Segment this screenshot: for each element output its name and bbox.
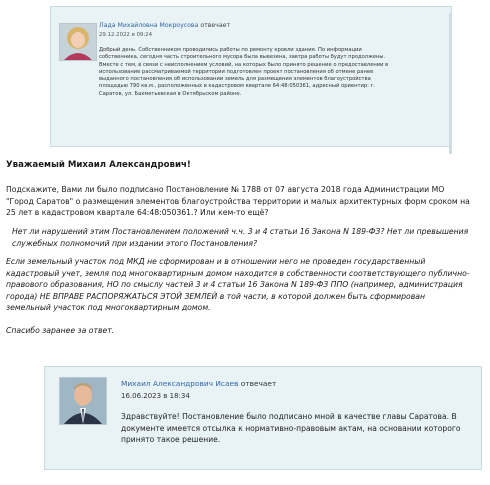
comment-text: Добрый день. Собственником проводились работы по ремонту кровли здания. По информации собственника, сегодня часть строительного мусора была вывезена, завтра работы будут продолжены. Вместе с тем, в связи с неисполнением условий, на которых было принято решение о предоставлении в использование рассматриваемой территории подготовлен проект постановления об отмене ранее выданного постановления об использовании земель для размещения элементов благоустройства площадью 790 кв.м., расположенных в кадастровом квартале 64:48:050361, адресный ориентир: г. Саратов, ул. Бахметьевская в Октябрьском районе. xyxy=(99,47,389,97)
comment-author-line xyxy=(99,22,230,29)
author-link[interactable]: Лада Михайловна Мокроусова xyxy=(99,22,199,29)
quoted-comment-card xyxy=(50,6,452,147)
author-avatar-man xyxy=(59,377,107,425)
card-scroll-rail xyxy=(449,13,452,154)
author-avatar-woman xyxy=(59,23,97,61)
question-paragraph-2: Нет ли нарушений этим Постановлением положений ч.ч. 3 и 4 статьи 16 Закона N 189-ФЗ? Нет ли превышения служебных полномочий при издании этого Постановления? xyxy=(12,227,469,248)
comment-date: 29.12.2022 в 09:24 xyxy=(99,32,153,38)
question-paragraph-1: Подскажите, Вами ли было подписано Постановление № 1788 от 07 августа 2018 года Администрации МО "Город Саратов" о размещения элементов благоустройства территории и малых архитектурных форм сроком на 25 лет в кадастровом квартале 64:48:050361.? Или кем-то ещё? xyxy=(6,185,470,218)
author-verb: отвечает xyxy=(200,22,231,29)
reply-card xyxy=(44,366,482,470)
author-verb: отвечает xyxy=(240,379,277,388)
question-paragraph-3: Если земельный участок под МКД не сформирован и в отношении него не проведен государственный кадастровый учет, земля под многоквартирным домом находится в собственности соответствующего публично-правового образования, НО по смыслу частей 3 и 4 статьи 16 Закона N 189-ФЗ ППО (например, администрация города) НЕ ВПРАВЕ РАСПОРЯЖАТЬСЯ ЭТОЙ ЗЕМЛЕЙ в той части, в которой должен быть сформирован земельный участок под многоквартирным домом. xyxy=(6,257,470,313)
question-greeting: Уважаемый Михаил Александрович! xyxy=(6,160,191,170)
author-link[interactable]: Михаил Александрович Исаев xyxy=(121,379,239,388)
question-thanks: Спасибо заранее за ответ. xyxy=(6,326,115,335)
avatar-photo-icon xyxy=(60,378,106,424)
reply-author-line xyxy=(121,379,276,388)
avatar-photo-icon xyxy=(60,24,96,60)
reply-text: Здравствуйте! Постановление было подписано мной в качестве главы Саратова. В документе имеется отсылка к нормативно-правовым актам, на основании которого принято такое решение. xyxy=(121,412,461,444)
reply-date: 16.06.2023 в 18:34 xyxy=(121,392,190,400)
